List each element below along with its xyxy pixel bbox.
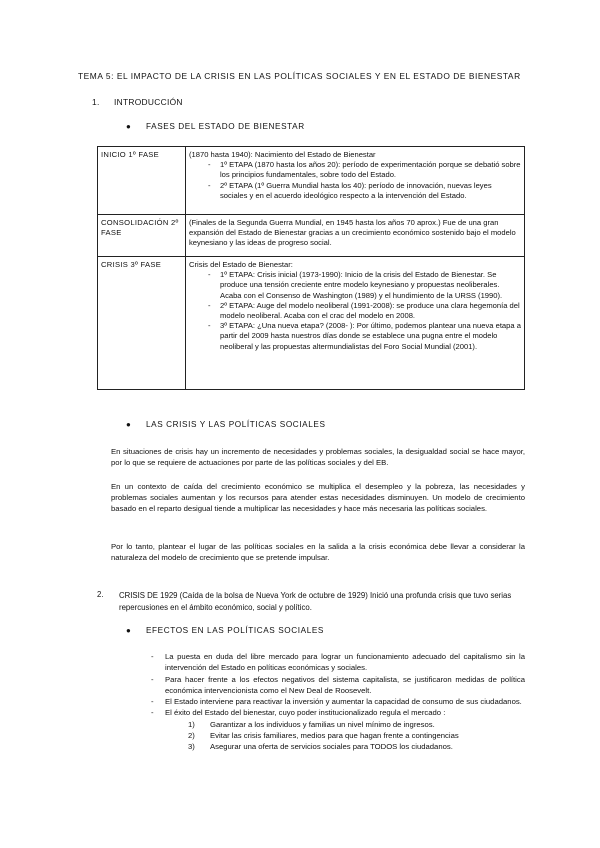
goal-number: 2) <box>188 731 195 741</box>
phase-intro: (1870 hasta 1940): Nacimiento del Estado de Bienestar <box>189 150 376 159</box>
goal-item <box>188 741 525 752</box>
bullet-heading-crisis <box>126 420 326 429</box>
goal-text: Evitar las crisis familiares, medios para que hagan frente a contingencias <box>210 731 459 741</box>
goals-list <box>165 719 525 753</box>
goal-item <box>188 719 525 730</box>
bullet-icon: ● <box>126 122 132 131</box>
section-2-number: 2. <box>97 590 104 599</box>
table-row <box>98 257 525 390</box>
goal-text: Asegurar una oferta de servicios sociales para TODOS los ciudadanos. <box>210 742 453 752</box>
goal-number: 3) <box>188 742 195 752</box>
phase-items <box>189 270 521 352</box>
section-2-text: CRISIS DE 1929 (Caída de la bolsa de Nueva York de octubre de 1929) Inició una profunda crisis que tuvo serias repercusiones en el ámbito económico, social y político. <box>119 591 512 612</box>
bullet-heading-crisis-label: LAS CRISIS Y LAS POLÍTICAS SOCIALES <box>146 420 326 429</box>
section-1-heading <box>92 97 183 107</box>
list-item: - 3º ETAPA: ¿Una nueva etapa? (2008- ): Por último, podemos plantear una nueva etapa a partir del 2009 hasta nuestros días donde se establece una pugna entre el modelo neoliberal y las propuestas altermundialistas del Foro Social Mundial (2001). <box>208 321 521 352</box>
goal-item <box>188 730 525 741</box>
list-item: - Para hacer frente a los efectos negativos del sistema capitalista, se justificaron medidas de política económica intervencionista como el New Deal de Roosevelt. <box>151 674 525 697</box>
phase-items <box>189 160 521 201</box>
paragraph: En situaciones de crisis hay un incremento de necesidades y problemas sociales, la desigualdad social se hace mayor, por lo que se requiere de actuaciones por parte de las políticas sociales y del EB. <box>111 447 525 468</box>
list-item: - 1º ETAPA: Crisis inicial (1973-1990): Inicio de la crisis del Estado de Bienestar. Se produce una tensión creciente entre modelo keynesiano y propuestas neoliberales. Acaba con el Consenso de Washington (1989) y el hundimiento de la URSS (1990). <box>208 270 521 301</box>
effects-list <box>151 651 525 753</box>
list-item: - La puesta en duda del libre mercado para lograr un funcionamiento adecuado del capitalismo sin la intervención del Estado en políticas económicas y sociales. <box>151 651 525 674</box>
bullet-heading-effects <box>126 626 324 635</box>
list-item: - 2º ETAPA (1º Guerra Mundial hasta los 40): período de innovación, nuevas leyes sociales y en el acuerdo ideológico respecto a la intervención del Estado. <box>208 181 521 201</box>
goal-text: Garantizar a los individuos y familias un nivel mínimo de ingresos. <box>210 719 435 729</box>
table-row <box>98 147 525 215</box>
section-1-title: INTRODUCCIÓN <box>114 97 183 107</box>
phase-name: INICIO 1º FASE <box>98 147 186 215</box>
phase-name: CRISIS 3º FASE <box>98 257 186 390</box>
phase-name: CONSOLIDACIÓN 2º FASE <box>98 215 186 257</box>
table-row <box>98 215 525 257</box>
phase-description <box>186 257 525 390</box>
bullet-heading-phases <box>126 122 305 131</box>
section-1-number: 1. <box>92 97 100 107</box>
bullet-heading-phases-label: FASES DEL ESTADO DE BIENESTAR <box>146 122 305 131</box>
bullet-icon: ● <box>126 626 132 635</box>
goal-number: 1) <box>188 719 195 729</box>
paragraph: Por lo tanto, plantear el lugar de las políticas sociales en la salida a la crisis económica debe llevar a considerar la naturaleza del modelo de crecimiento que se pretende impulsar. <box>111 542 525 563</box>
phase-description <box>186 215 525 257</box>
list-item: - 1º ETAPA (1870 hasta los años 20): período de experimentación porque se debatió sobre los principios fundamentales, sobre todo del Estado. <box>208 160 521 180</box>
phase-intro: (Finales de la Segunda Guerra Mundial, en 1945 hasta los años 70 aprox.) Fue de una gran expansión del Estado de Bienestar gracias a un crecimiento económico sostenido bajo el modelo keynesiano y las ideas de progreso social. <box>189 218 516 248</box>
paragraph: En un contexto de caída del crecimiento económico se multiplica el desempleo y la pobreza, las necesidades y problemas sociales aumentan y los recursos para atender estas necesidades disminuyen. Un modelo de crecimiento basado en el reparto desigual tiende a multiplicar las necesidades y hace más necesaria las políticas sociales. <box>111 482 525 514</box>
list-item-text: El éxito del Estado del bienestar, cuyo poder institucionalizado regula el mercado : <box>165 708 446 718</box>
phases-table <box>97 146 525 390</box>
phase-intro: Crisis del Estado de Bienestar: <box>189 260 293 269</box>
bullet-icon: ● <box>126 420 132 429</box>
bullet-heading-effects-label: EFECTOS EN LAS POLÍTICAS SOCIALES <box>146 626 324 635</box>
list-item: - El Estado interviene para reactivar la inversión y aumentar la capacidad de consumo de sus ciudadanos. <box>151 696 525 707</box>
phase-description <box>186 147 525 215</box>
document-title: TEMA 5: EL IMPACTO DE LA CRISIS EN LAS POLÍTICAS SOCIALES Y EN EL ESTADO DE BIENESTAR <box>78 71 521 81</box>
list-item: - 2º ETAPA: Auge del modelo neoliberal (1991-2008): se produce una clara hegemonía del modelo neoliberal. Acaba con el crac del modelo en 2008. <box>208 301 521 321</box>
list-item <box>151 707 525 752</box>
